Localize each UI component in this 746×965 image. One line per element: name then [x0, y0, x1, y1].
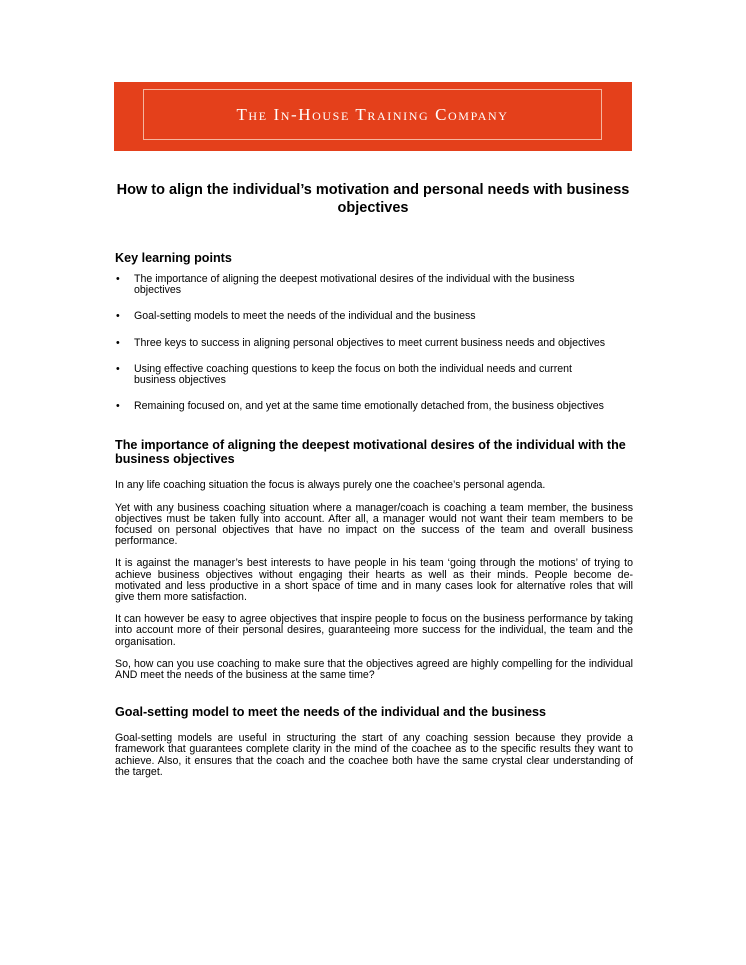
- list-item: [115, 311, 633, 322]
- key-learning-list: [115, 274, 633, 412]
- paragraph: Goal-setting models are useful in structuring the start of any coaching session because they provide a framework that guarantees complete clarity in the mind of the coachee as to the specific results they want to achieve. Also, it ensures that the coach and the coachee both have the same crystal clear understanding of the target.: [115, 732, 633, 778]
- company-banner: [114, 82, 632, 151]
- paragraph: It is against the manager’s best interests to have people in his team ‘going through the motions’ of trying to achieve business objectives without engaging their hearts as well as their minds. People become de-motivated and less productive in a short space of time and in many cases look for alternative roles that will give them more satisfaction.: [115, 557, 633, 604]
- importance-heading: The importance of aligning the deepest motivational desires of the individual with the business objectives: [115, 438, 626, 467]
- goal-setting-section: [115, 705, 633, 778]
- goal-setting-heading: Goal-setting model to meet the needs of the individual and the business: [115, 705, 547, 720]
- document-body: [115, 251, 633, 789]
- list-item: [115, 401, 633, 412]
- company-name: The In-House Training Company: [236, 104, 509, 124]
- bullet-icon: •: [116, 400, 120, 413]
- banner-frame: [143, 89, 602, 140]
- bullet-icon: •: [116, 310, 120, 323]
- list-item-text: Goal-setting models to meet the needs of the individual and the business: [134, 310, 476, 323]
- paragraph: It can however be easy to agree objectives that inspire people to focus on the business performance by taking into account more of their personal desires, guaranteeing more success for the individual, the team and the organisation.: [115, 613, 633, 648]
- paragraph: In any life coaching situation the focus is always purely one the coachee’s personal agenda.: [115, 479, 546, 492]
- paragraph: Yet with any business coaching situation where a manager/coach is coaching a team member, the business objectives must be taken fully into account. After all, a manager would not want their team members to be focused on personal objectives that have no impact on the success of the team and overall business performance.: [115, 501, 633, 548]
- document-title: How to align the individual’s motivation and personal needs with business objectives: [116, 182, 630, 216]
- list-item: [115, 274, 633, 296]
- bullet-icon: •: [116, 362, 120, 375]
- list-item-text: Three keys to success in aligning personal objectives to meet current business needs and objectives: [134, 336, 606, 349]
- bullet-icon: •: [116, 273, 120, 285]
- list-item-text: The importance of aligning the deepest motivational desires of the individual with the business objectives: [134, 273, 575, 297]
- list-item: [115, 338, 633, 349]
- bullet-icon: •: [116, 336, 120, 349]
- list-item-text: Using effective coaching questions to keep the focus on both the individual needs and current business objectives: [134, 362, 572, 387]
- list-item-text: Remaining focused on, and yet at the same time emotionally detached from, the business objectives: [134, 400, 604, 413]
- key-learning-section: [115, 251, 633, 412]
- importance-section: [115, 438, 633, 681]
- paragraph: So, how can you use coaching to make sure that the objectives agreed are highly compelling for the individual AND meet the needs of the business at the same time?: [115, 657, 633, 682]
- list-item: [115, 364, 633, 386]
- key-learning-heading: Key learning points: [115, 251, 232, 265]
